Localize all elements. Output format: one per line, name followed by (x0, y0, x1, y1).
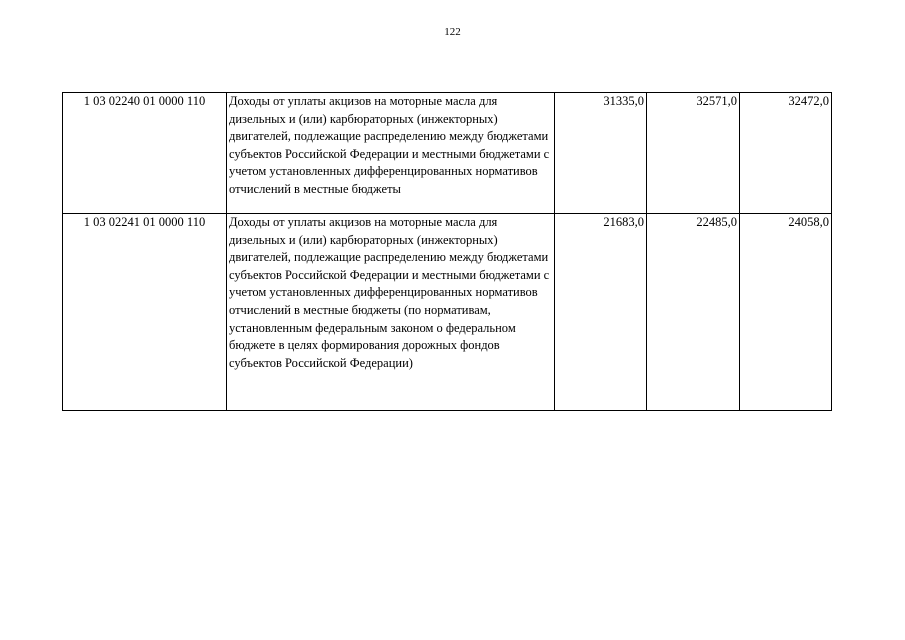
description-cell: Доходы от уплаты акцизов на моторные масла для дизельных и (или) карбюраторных (инжекторных) двигателей, подлежащие распределению между бюджетами субъектов Российской Федерации и местными бюджетами с учетом установленных дифференцированных нормативов отчислений в местные бюджеты (227, 93, 555, 214)
value-cell-year-2: 32571,0 (647, 93, 740, 214)
table-row (63, 214, 832, 411)
budget-code-cell: 1 03 02241 01 0000 110 (63, 214, 227, 411)
description-cell: Доходы от уплаты акцизов на моторные масла для дизельных и (или) карбюраторных (инжекторных) двигателей, подлежащие распределению между бюджетами субъектов Российской Федерации и местными бюджетами с учетом установленных дифференцированных нормативов отчислений в местные бюджеты (по нормативам, установленным федеральным законом о федеральном бюджете в целях формирования дорожных фондов субъектов Российской Федерации) (227, 214, 555, 411)
page-number: 122 (444, 26, 461, 38)
value-cell-year-3: 24058,0 (740, 214, 832, 411)
value-cell-year-1: 31335,0 (555, 93, 647, 214)
value-cell-year-3: 32472,0 (740, 93, 832, 214)
value-cell-year-2: 22485,0 (647, 214, 740, 411)
table-row (63, 93, 832, 214)
budget-table (62, 92, 832, 411)
value-cell-year-1: 21683,0 (555, 214, 647, 411)
budget-code-cell: 1 03 02240 01 0000 110 (63, 93, 227, 214)
